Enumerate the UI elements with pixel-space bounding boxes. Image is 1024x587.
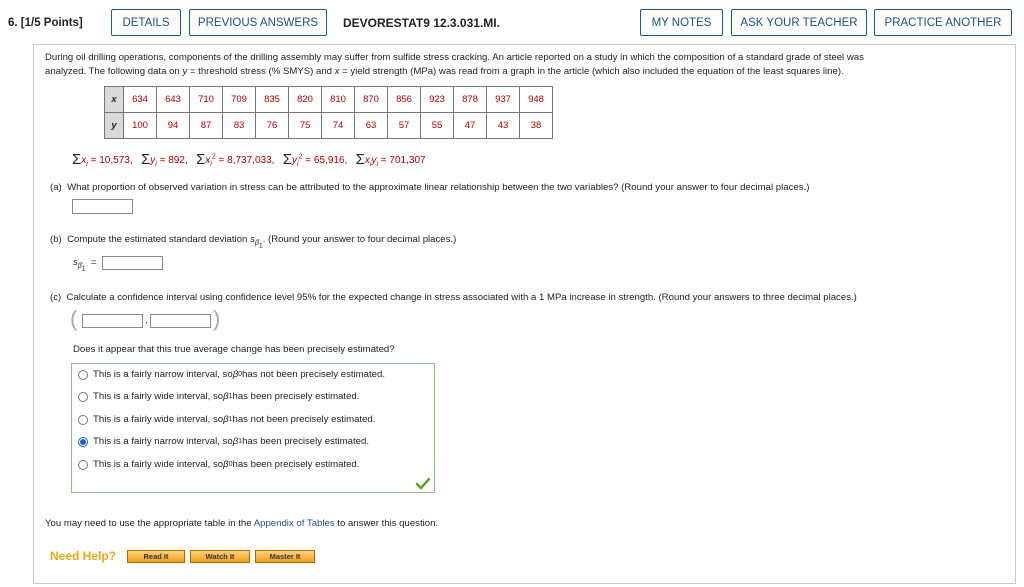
y-cell: 87 [190, 113, 223, 139]
x-cell: 710 [190, 87, 223, 113]
ci-lower-input[interactable] [82, 314, 143, 328]
read-it-button[interactable]: Read It [127, 550, 185, 563]
watch-it-button[interactable]: Watch It [190, 550, 250, 563]
y-cell: 55 [421, 113, 454, 139]
close-paren: ) [213, 306, 221, 331]
appendix-note: You may need to use the appropriate table in the Appendix of Tables to answer this question. [45, 518, 439, 529]
y-cell: 63 [355, 113, 388, 139]
question-points-label: 6. [1/5 Points] [8, 17, 83, 29]
data-table [104, 86, 553, 139]
radio-option-2[interactable] [78, 392, 88, 402]
question-intro [45, 51, 995, 79]
y-cell: 43 [487, 113, 520, 139]
y-cell: 76 [256, 113, 289, 139]
options-group [71, 363, 435, 493]
x-cell: 820 [289, 87, 322, 113]
option-5[interactable]: This is a fairly wide interval, so β 0 has been precisely estimated. [78, 459, 359, 470]
x-cell: 878 [454, 87, 487, 113]
option-3[interactable]: This is a fairly wide interval, so β 1 has not been precisely estimated. [78, 414, 375, 425]
ci-upper-input[interactable] [150, 314, 211, 328]
y-cell: 75 [289, 113, 322, 139]
ask-teacher-button[interactable]: ASK YOUR TEACHER [731, 9, 867, 36]
checkmark-icon [416, 478, 430, 490]
radio-option-5[interactable] [78, 460, 88, 470]
y-cell: 74 [322, 113, 355, 139]
x-header: x [105, 87, 124, 113]
appendix-link[interactable]: Appendix of Tables [253, 518, 335, 529]
y-cell: 38 [520, 113, 553, 139]
radio-option-3[interactable] [78, 415, 88, 425]
practice-another-button[interactable]: PRACTICE ANOTHER [874, 9, 1012, 36]
x-cell: 643 [157, 87, 190, 113]
y-row [105, 113, 553, 139]
option-4[interactable]: This is a fairly narrow interval, so β 1 has been precisely estimated. [78, 436, 369, 447]
y-cell: 94 [157, 113, 190, 139]
part-c-question: (c) Calculate a confidence interval using confidence level 95% for the expected change in stress associated with a 1 MPa increase in strength. (Round your answers to three decimal places.) [50, 292, 857, 303]
open-paren: ( [70, 306, 78, 331]
need-help-label: Need Help? [50, 549, 117, 563]
y-header: y [105, 113, 124, 139]
x-row [105, 87, 553, 113]
x-cell: 835 [256, 87, 289, 113]
x-cell: 937 [487, 87, 520, 113]
radio-option-1[interactable] [78, 370, 88, 380]
x-cell: 709 [223, 87, 256, 113]
y-cell: 83 [223, 113, 256, 139]
y-cell: 47 [454, 113, 487, 139]
previous-answers-button[interactable]: PREVIOUS ANSWERS [189, 9, 327, 36]
part-a-answer-input[interactable] [72, 199, 133, 214]
part-a-question: (a) What proportion of observed variation in stress can be attributed to the approximate linear relationship between the two variables? (Round your answer to four decimal places.) [50, 182, 810, 193]
master-it-button[interactable]: Master It [255, 550, 315, 563]
summary-statistics: $\Sigma x_i = 10,573$, $\Sigma y_i = 892$, $\Sigma x_i^2 = 8,737,033$, $\Sigma y_i^2 = 65,916$, $\Sigma x_iy_i = 701,307$ [72, 151, 426, 168]
part-b-answer-input[interactable] [102, 256, 163, 270]
intro-line-1: During oil drilling operations, components of the drilling assembly may suffer from sulfide stress cracking. An article reported on a study in which the composition of a standard grade of steel was [45, 52, 864, 63]
x-cell: 923 [421, 87, 454, 113]
option-1[interactable]: This is a fairly narrow interval, so β 0 has not been precisely estimated. [78, 369, 385, 380]
x-cell: 810 [322, 87, 355, 113]
y-cell: 100 [124, 113, 157, 139]
x-cell: 856 [388, 87, 421, 113]
question-id: DEVORESTAT9 12.3.031.MI. [343, 16, 500, 30]
x-cell: 948 [520, 87, 553, 113]
option-2[interactable]: This is a fairly wide interval, so β 1 has been precisely estimated. [78, 391, 359, 402]
x-cell: 634 [124, 87, 157, 113]
y-cell: 57 [388, 113, 421, 139]
precision-question: Does it appear that this true average change has been precisely estimated? [73, 344, 395, 355]
details-button[interactable]: DETAILS [111, 9, 181, 36]
part-b-question: (b) Compute the estimated standard deviation $s_{\betâ_1}$. (Round your answer to four decimal places.) [50, 234, 457, 250]
my-notes-button[interactable]: MY NOTES [640, 9, 723, 36]
part-b-label: $s_{\betâ_1}$ = [73, 257, 97, 273]
radio-option-4-selected[interactable] [78, 437, 88, 447]
x-cell: 870 [355, 87, 388, 113]
intro-line-2: analyzed. The following data on y = threshold stress (% SMYS) and x = yield strength (MPa) was read from a graph in the article (which also included the equation of the least squares line). [45, 66, 844, 77]
ci-comma: , [145, 315, 148, 326]
